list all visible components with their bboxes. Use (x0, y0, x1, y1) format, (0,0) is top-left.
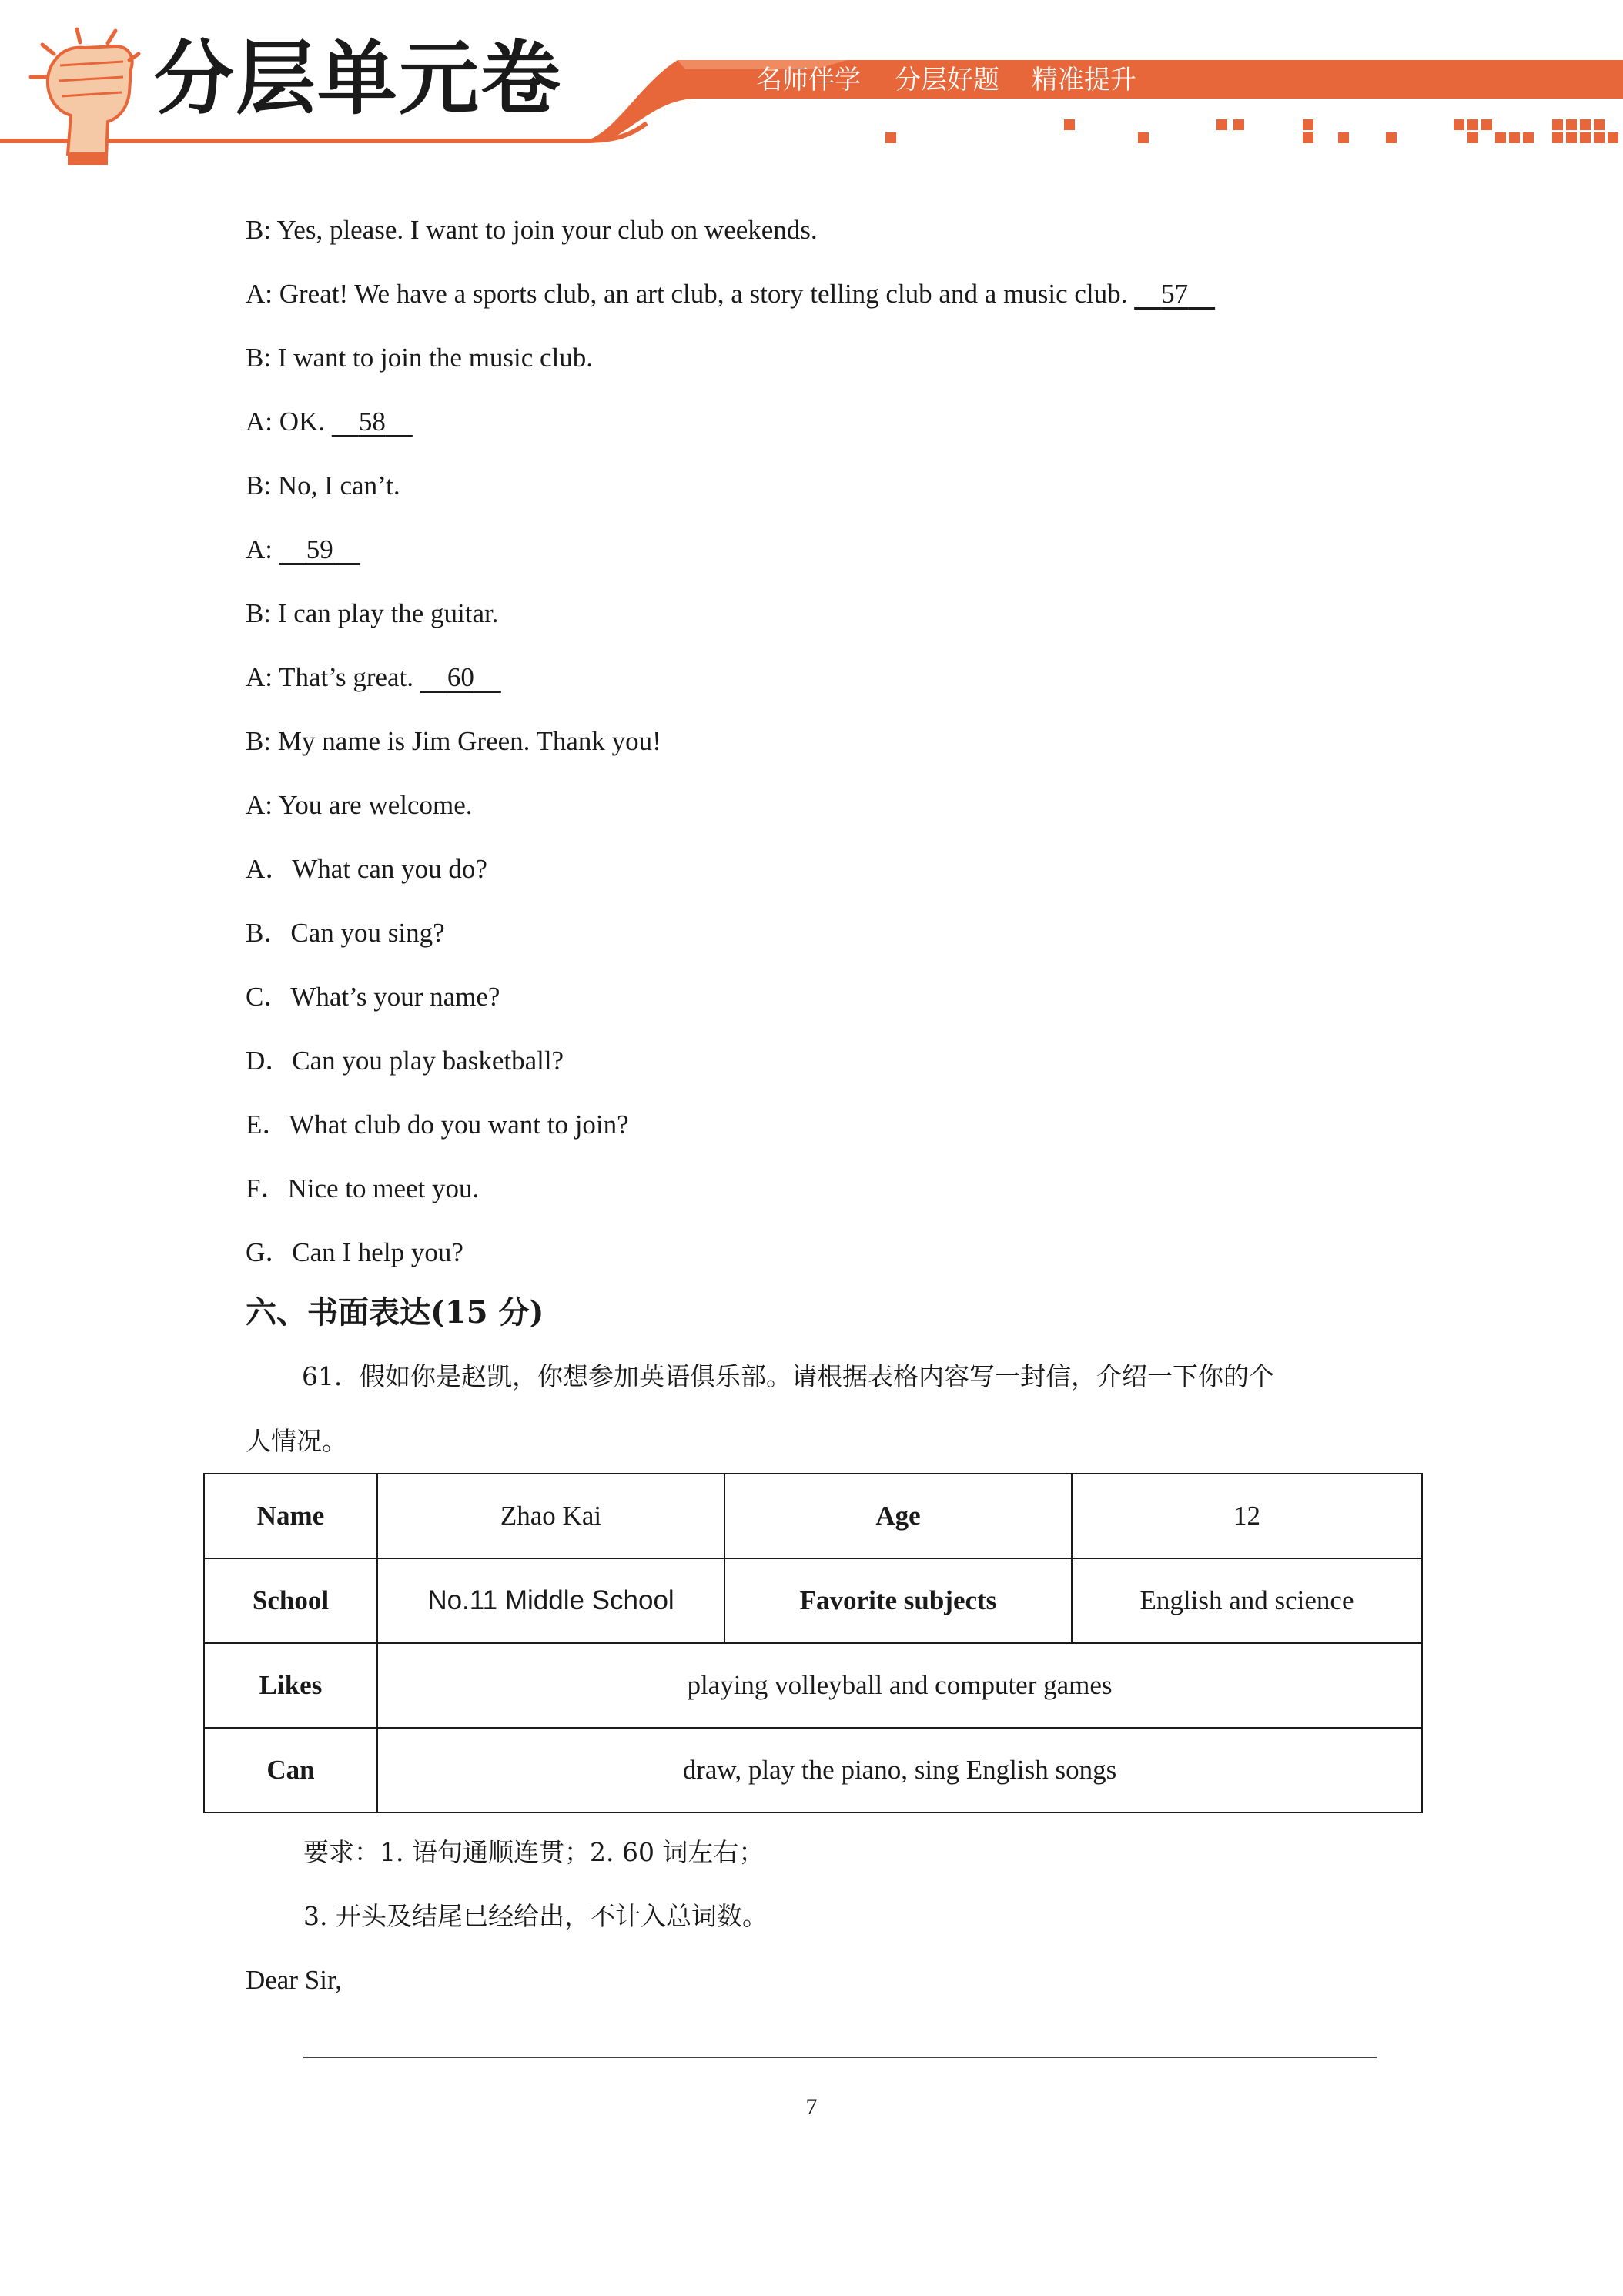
letter-greeting: Dear Sir, (246, 1965, 342, 1995)
section-heading: 六、书面表达(15 分) (246, 1294, 544, 1330)
dialogue-line: A: 59 (246, 533, 360, 567)
option-item: D．Can you play basketball? (246, 1046, 564, 1076)
table-cell: Name (204, 1474, 377, 1558)
table-cell: Age (724, 1474, 1072, 1558)
option-item: F．Nice to meet you. (246, 1173, 480, 1203)
dialogue-line: B: Yes, please. I want to join your club on weekends. (246, 215, 818, 245)
table-row (204, 1728, 1422, 1812)
answer-blank: 58 (358, 407, 386, 437)
dialogue-line: A: That’s great. 60 (246, 661, 501, 694)
slogan-item: 分层好题 (895, 65, 999, 95)
dialogue-line: B: I can play the guitar. (246, 598, 499, 628)
dialogue-line: B: No, I can’t. (246, 470, 400, 500)
brand-title: 分层单元卷 (154, 32, 563, 126)
table-row (204, 1643, 1422, 1728)
requirements-line: 3. 开头及结尾已经给出，不计入总词数。 (303, 1901, 768, 1931)
dialogue-line: A: You are welcome. (246, 790, 473, 820)
table-cell: School (204, 1558, 377, 1643)
dialogue-line: A: Great! We have a sports club, an art club, a story telling club and a music club. 57 (246, 277, 1215, 311)
writing-answer-line[interactable] (303, 2057, 1377, 2058)
answer-blank: 57 (1161, 279, 1189, 309)
page-number: 7 (805, 2094, 818, 2120)
requirements-line: 要求：1. 语句通顺连贯；2. 60 词左右； (303, 1837, 765, 1867)
option-item: B．Can you sing? (246, 918, 445, 948)
table-row (204, 1558, 1422, 1643)
info-table (203, 1473, 1423, 1813)
table-cell: draw, play the piano, sing English songs (377, 1728, 1422, 1812)
table-cell: playing volleyball and computer games (377, 1643, 1422, 1728)
answer-blank: 59 (306, 534, 333, 564)
table-cell: Favorite subjects (724, 1558, 1072, 1643)
header-slogan (0, 60, 1623, 100)
dialogue-line: B: I want to join the music club. (246, 343, 594, 373)
table-cell: No.11 Middle School (377, 1558, 724, 1643)
slogan-item: 名师伴学 (756, 65, 861, 95)
writing-prompt-continued: 人情况。 (246, 1426, 347, 1456)
table-cell: English and science (1072, 1558, 1422, 1643)
writing-prompt: 61．假如你是赵凯，你想参加英语俱乐部。请根据表格内容写一封信，介绍一下你的个 (302, 1361, 1274, 1391)
table-cell: Likes (204, 1643, 377, 1728)
option-item: G．Can I help you? (246, 1237, 463, 1267)
page-header (0, 0, 1623, 169)
dialogue-line: B: My name is Jim Green. Thank you! (246, 726, 661, 756)
slogan-item: 精准提升 (1032, 65, 1136, 95)
table-cell: 12 (1072, 1474, 1422, 1558)
option-item: E．What club do you want to join? (246, 1110, 629, 1140)
table-cell: Can (204, 1728, 377, 1812)
answer-blank: 60 (447, 662, 474, 692)
option-item: A．What can you do? (246, 854, 487, 884)
dialogue-line: A: OK. 58 (246, 405, 413, 439)
table-row (204, 1474, 1422, 1558)
table-cell: Zhao Kai (377, 1474, 724, 1558)
option-item: C．What’s your name? (246, 982, 500, 1012)
